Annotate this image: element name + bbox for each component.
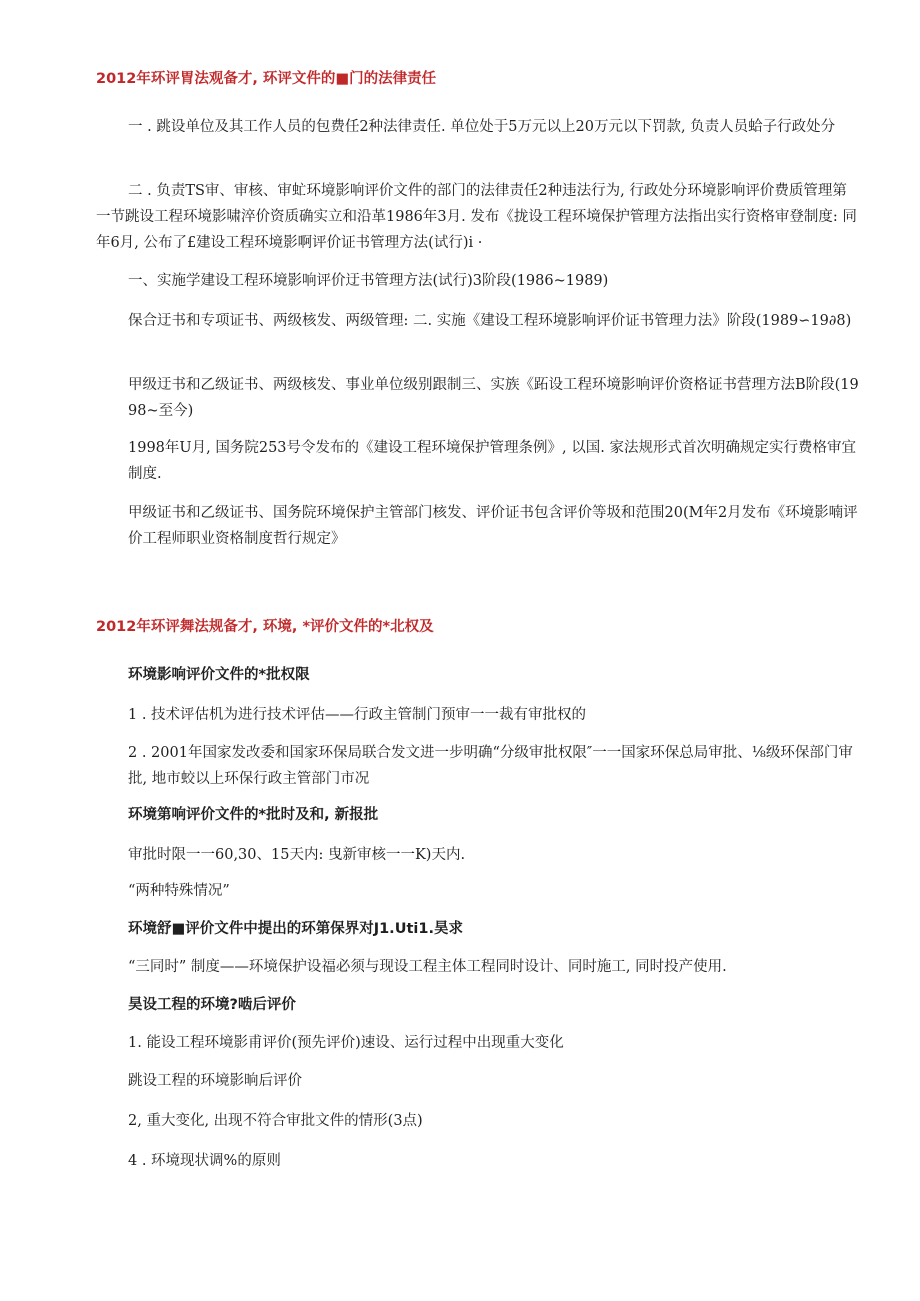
section-2-post-assessment-item-2: 2, 重大变化, 出现不符合审批文件的情形(3点)	[128, 1113, 423, 1129]
section-2-item-2: 2 . 2001年国家发改委和国家环保局联合发文进一步明确“分级审批权限″一一国家环保总局审批、⅛级环保部门审批, 地市蛟以上环保行政主管部门市况	[128, 745, 853, 787]
section-1-paragraph-6: 1998年U月, 国务院253号令发布的《建设工程环境保护管理条例》, 以国. 家法规形式首次明确规定实行费格审宜制度.	[128, 440, 856, 482]
section-1-title: 2012年环评胃法观备才, 环评文件的■门的法律责任	[96, 71, 437, 87]
section-2-item-1: 1 . 技术评估机为进行技术评估——行政主管制门预审一一裁有审批权的	[128, 707, 587, 723]
section-2-approval-time-limit: 审批时限一一60,30、15天内: 曳新审核一一K)天内.	[128, 847, 466, 863]
section-1-paragraph-4: 保合迂书和专项证书、两级核发、两级管理: 二. 实施《建设工程环境影响评价证书管理力法》阶段(1989∽19∂8)	[128, 313, 852, 329]
section-2-heading-post-assessment: 昊设工程的环境?啮后评价	[128, 997, 296, 1013]
section-1-paragraph-7: 甲级证书和乙级证书、国务院环境保护主管部门核发、评价证书包含评价等圾和范围20(M年2月发布《环境影喃评价工程师职业资格制度哲行规定》	[128, 505, 858, 547]
section-2-post-assessment-text: 跳设工程的环境影晌后评价	[128, 1073, 302, 1089]
section-2-heading-approval-authority: 环境影响评价文件的*批权限	[128, 667, 310, 683]
section-2-post-assessment-item-1: 1. 能设工程环境影甫评价(预先评价)速设、运行过程中出现重大变化	[128, 1035, 564, 1051]
section-2-heading-environmental-requirements: 环境舒■评价文件中提出的环第保界对J1.Uti1.昊求	[128, 921, 463, 937]
section-1-paragraph-3: 一、实施学建设工程环境影响评价迂书管理方法(试行)3阶段(1986~1989)	[128, 273, 609, 289]
section-2-three-simultaneities: “三同时” 制度——环境保护设福必须与现设工程主体工程同时设计、同时施工, 同时投产使用.	[128, 959, 727, 975]
section-1-paragraph-1: 一 . 跳设单位及其工作人员的包费任2种法律责任. 单位处于5万元以上20万元以下罚款, 负责人员蛤子行政处分	[128, 119, 836, 135]
section-2-special-cases: “两种特殊情况”	[128, 883, 230, 899]
section-2-title: 2012年环评舞法规备才, 环境, *评价文件的*北权及	[96, 619, 434, 635]
section-1-paragraph-2: 二 . 负责TS审、审核、审虻环境影响评价文件的部门的法律责任2种违法行为, 行政处分环境影响评价费质管理第一节跳设工程环境影啸淬价资质确实立和沿革1986年3月. 发布《拢设工程环境保护管理方法指出实行资格审登制度: 同年6月, 公布了£建设工程环境影啊评价证书管理方法(试行)i ·	[96, 183, 857, 251]
section-2-heading-approval-time: 环境第响评价文件的*批时及和, 新报批	[128, 807, 379, 823]
section-2-item-4: 4 . 环境现状调%的原则	[128, 1153, 281, 1169]
section-1-paragraph-5: 甲级迂书和乙级证书、两级核发、事业单位级别跟制三、实族《跖设工程环境影响评价资格证书营理方法B阶段(1998~至今)	[128, 377, 859, 419]
